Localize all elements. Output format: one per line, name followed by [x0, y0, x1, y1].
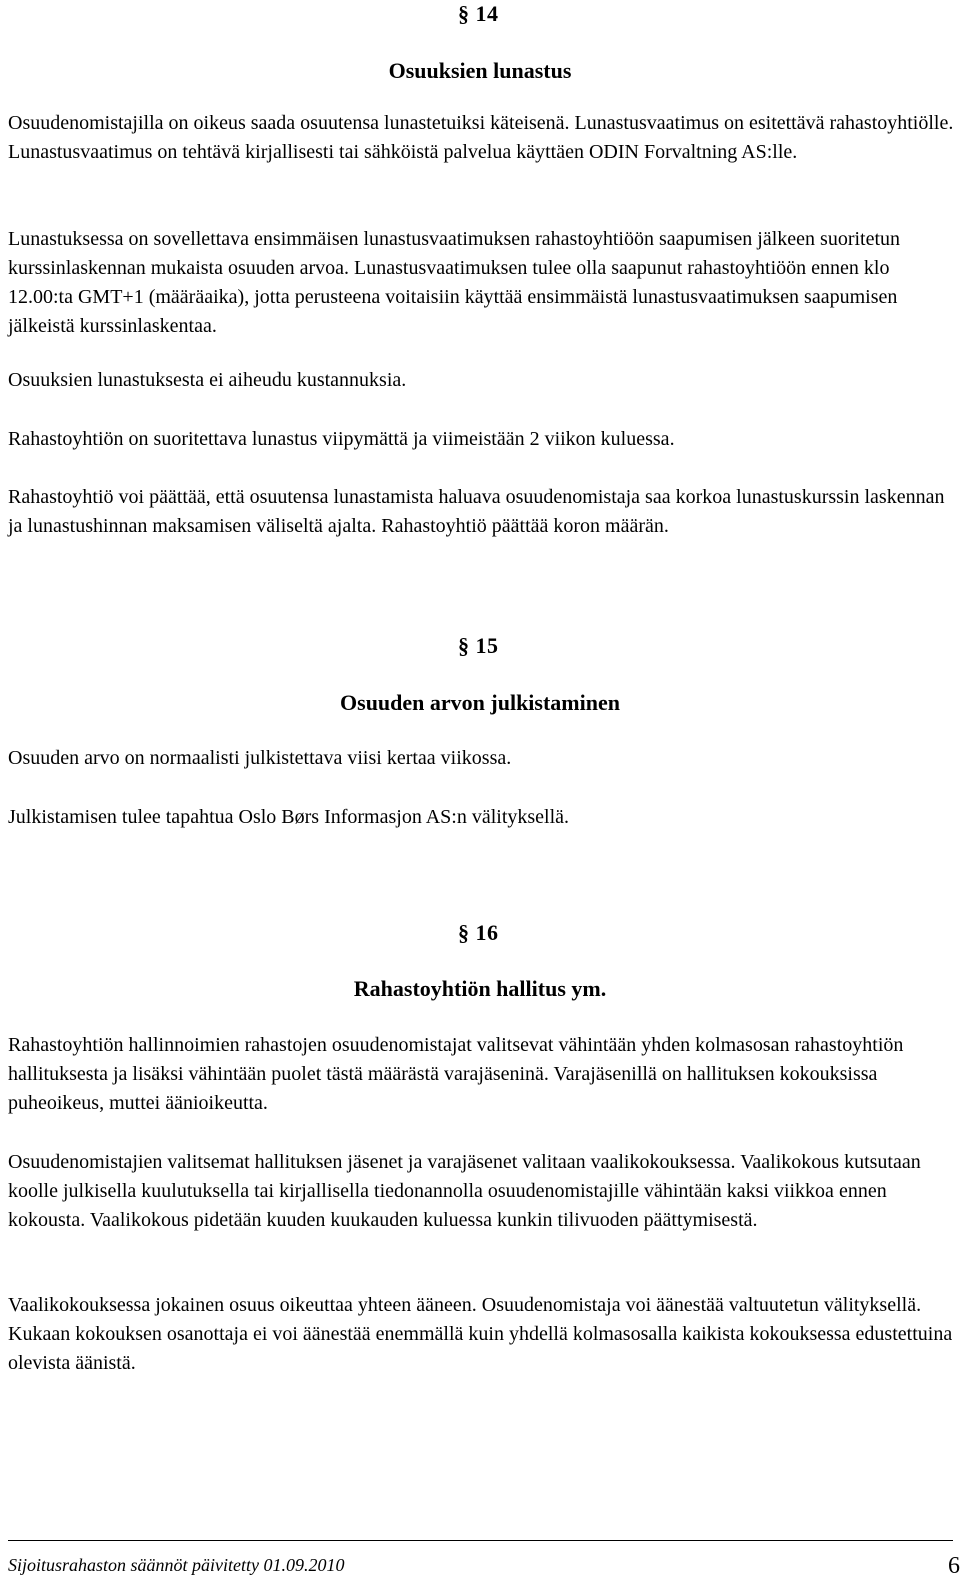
section-14-title: Osuuksien lunastus [388, 58, 572, 83]
section-14-paragraph-1: Osuudenomistajilla on oikeus saada osuutensa lunastetuiksi käteisenä. Lunastusvaatimus on esitettävä rahastoyhtiölle. Lunastusvaatimus on tehtävä kirjallisesti tai sähköistä palvelua käyttäen ODIN Forvaltning AS:lle. [8, 112, 954, 163]
section-16-number: § 16 [458, 920, 499, 945]
section-14-paragraph-5: Rahastoyhtiö voi päättää, että osuutensa lunastamista haluava osuudenomistaja saa korkoa lunastuskurssin laskennan ja lunastushinnan maksamisen väliseltä ajalta. Rahastoyhtiö päättää koron määrän. [8, 486, 945, 537]
section-14-paragraph-2: Lunastuksessa on sovellettava ensimmäisen lunastusvaatimuksen rahastoyhtiöön saapumisen jälkeen suoritetun kurssinlaskennan mukaista osuuden arvoa. Lunastusvaatimuksen tulee olla saapunut rahastoyhtiöön ennen klo 12.00:ta GMT+1 (määräaika), jotta perusteena voitaisiin käyttää ensimmäistä lunastusvaatimuksen saapumisen jälkeistä kurssinlaskentaa. [8, 228, 901, 337]
footer-text: Sijoitusrahaston säännöt päivitetty 01.09.2010 [8, 1555, 345, 1575]
page-number: 6 [948, 1553, 960, 1579]
section-16-title: Rahastoyhtiön hallitus ym. [353, 976, 607, 1001]
section-16-paragraph-1: Rahastoyhtiön hallinnoimien rahastojen osuudenomistajat valitsevat vähintään yhden kolmasosan rahastoyhtiön hallituksesta ja lisäksi vähintään puolet tästä määrästä varajäseninä. Varajäsenillä on hallituksen kokouksissa puheoikeus, muttei äänioikeutta. [8, 1034, 904, 1114]
section-14-paragraph-3: Osuuksien lunastuksesta ei aiheudu kustannuksia. [8, 369, 407, 391]
section-14-paragraph-4: Rahastoyhtiön on suoritettava lunastus viipymättä ja viimeistään 2 viikon kuluessa. [8, 428, 675, 450]
section-15-number: § 15 [458, 633, 499, 658]
footer-divider [8, 1540, 953, 1541]
section-15-paragraph-2: Julkistamisen tulee tapahtua Oslo Børs Informasjon AS:n välityksellä. [8, 806, 570, 828]
section-14-number: § 14 [458, 1, 499, 26]
section-16-paragraph-3: Vaalikokouksessa jokainen osuus oikeuttaa yhteen ääneen. Osuudenomistaja voi äänestää valtuutetun välityksellä. Kukaan kokouksen osanottaja ei voi äänestää enemmällä kuin yhdellä kolmasosalla kaikista kokouksessa edustettuina olevista äänistä. [8, 1294, 953, 1374]
section-15-paragraph-1: Osuuden arvo on normaalisti julkistettava viisi kertaa viikossa. [8, 747, 512, 769]
section-16-paragraph-2: Osuudenomistajien valitsemat hallituksen jäsenet ja varajäsenet valitaan vaalikokouksessa. Vaalikokous kutsutaan koolle julkisella kuulutuksella tai kirjallisella tiedonannolla osuudenomistajille vähintään kaksi viikkoa ennen kokousta. Vaalikokous pidetään kuuden kuukauden kuluessa kunkin tilivuoden päättymisestä. [8, 1151, 921, 1231]
section-15-title: Osuuden arvon julkistaminen [340, 690, 620, 715]
